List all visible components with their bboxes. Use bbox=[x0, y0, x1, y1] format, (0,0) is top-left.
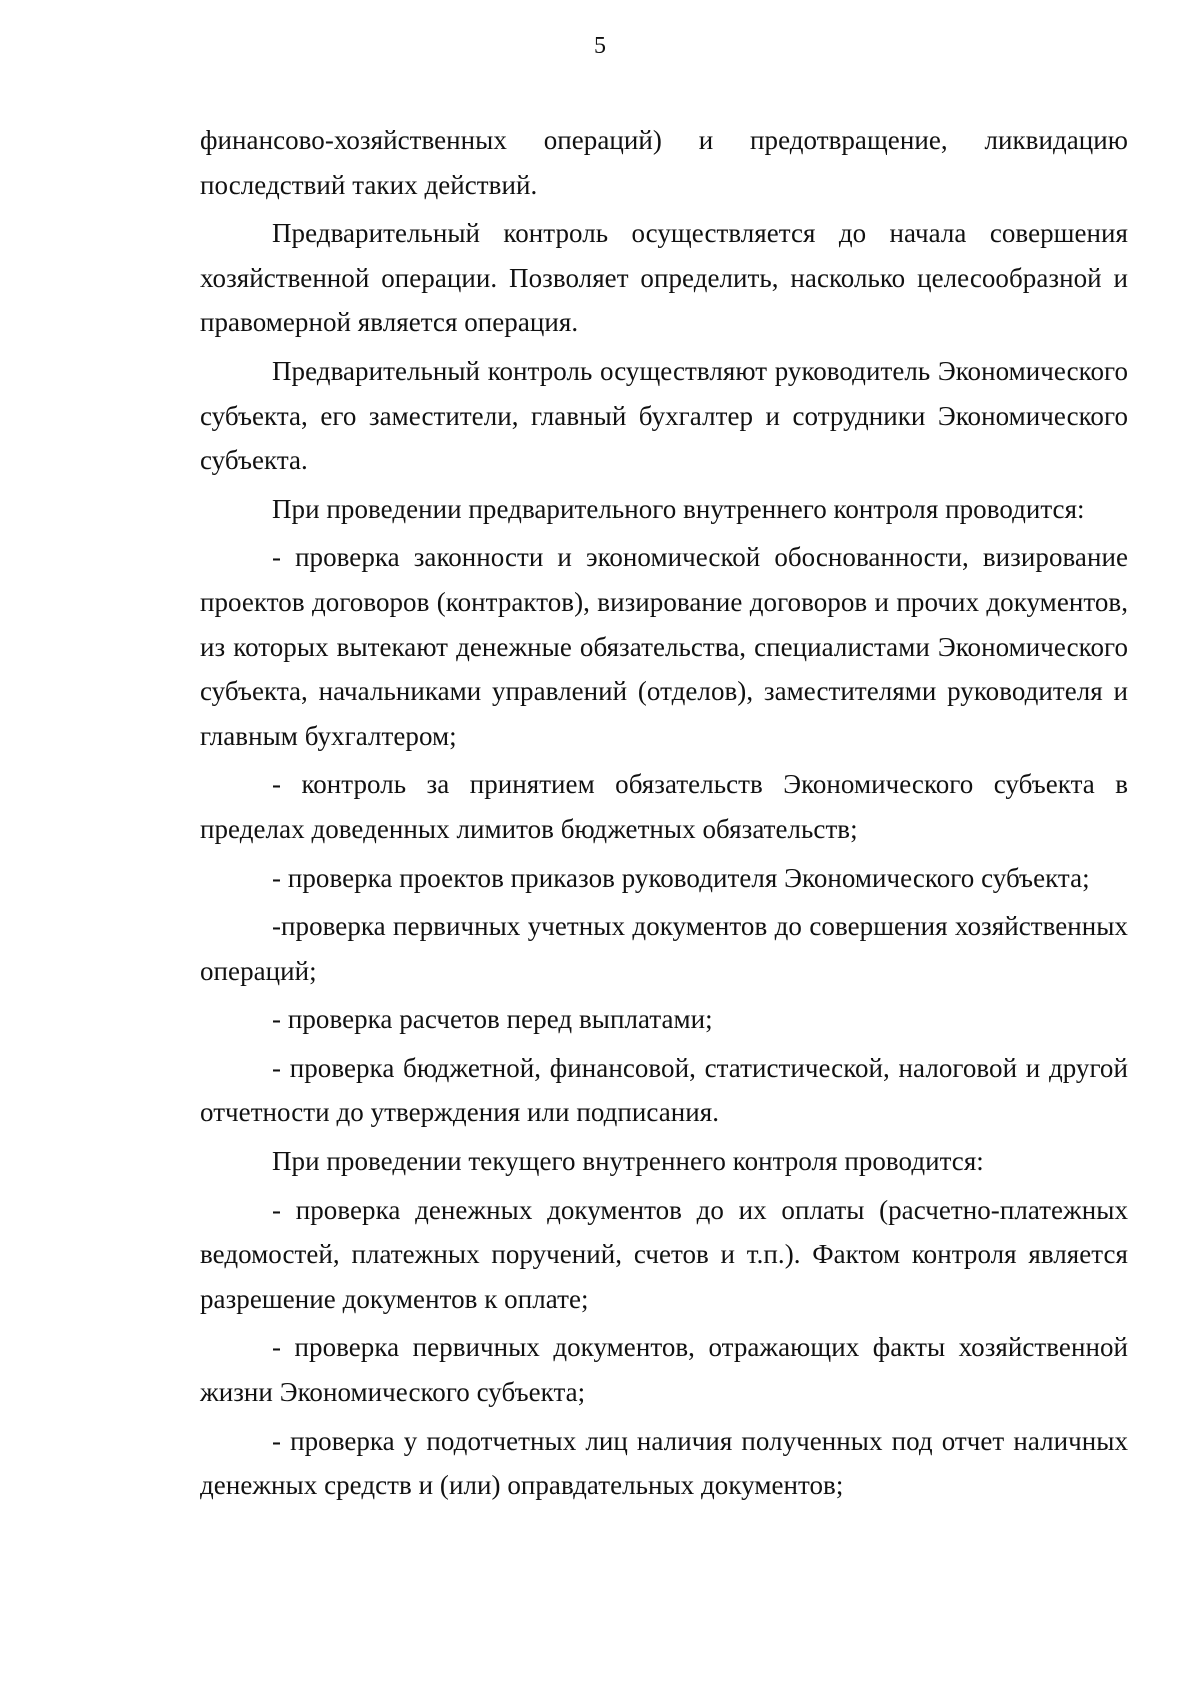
list-item-legality-check: - проверка законности и экономической обоснованности, визирование проектов договоров (контрактов), визирование договоров и прочих документов, из которых вытекают денежные обязательства, специалистами Экономического субъекта, начальниками управлений (отделов), заместителями руководителя и главным бухгалтером; bbox=[200, 542, 1128, 751]
document-body bbox=[200, 118, 1128, 1512]
paragraph-preliminary-control-intro: При проведении предварительного внутреннего контроля проводится: bbox=[272, 493, 1085, 524]
list-item-reporting-check: - проверка бюджетной, финансовой, статистической, налоговой и другой отчетности до утверждения или подписания. bbox=[200, 1052, 1128, 1128]
list-item-primary-documents-check: -проверка первичных учетных документов до совершения хозяйственных операций; bbox=[200, 911, 1128, 986]
list-item-orders-check: - проверка проектов приказов руководителя Экономического субъекта; bbox=[272, 862, 1090, 893]
list-item-accountable-persons-check: - проверка у подотчетных лиц наличия полученных под отчет наличных денежных средств и (или) оправдательных документов; bbox=[200, 1425, 1128, 1501]
list-item-cash-documents-check: - проверка денежных документов до их оплаты (расчетно-платежных ведомостей, платежных поручений, счетов и т.п.). Фактом контроля является разрешение документов к оплате; bbox=[200, 1194, 1128, 1314]
paragraph-current-control-intro: При проведении текущего внутреннего контроля проводится: bbox=[272, 1146, 984, 1177]
list-item-business-facts-check: - проверка первичных документов, отражающих факты хозяйственной жизни Экономического субъекта; bbox=[200, 1332, 1128, 1408]
list-item-payments-check: - проверка расчетов перед выплатами; bbox=[272, 1004, 713, 1035]
page-number: 5 bbox=[594, 33, 606, 59]
paragraph-preliminary-control-performers: Предварительный контроль осуществляют руководитель Экономического субъекта, его заместители, главный бухгалтер и сотрудники Экономического субъекта. bbox=[200, 355, 1128, 476]
list-item-obligations-control: - контроль за принятием обязательств Экономического субъекта в пределах доведенных лимитов бюджетных обязательств; bbox=[200, 769, 1128, 844]
paragraph-preliminary-control-definition: Предварительный контроль осуществляется до начала совершения хозяйственной операции. Позволяет определить, насколько целесообразной и правомерной является операция. bbox=[200, 218, 1128, 338]
paragraph-continuation: финансово-хозяйственных операций) и предотвращение, ликвидацию последствий таких действий. bbox=[200, 125, 1128, 200]
